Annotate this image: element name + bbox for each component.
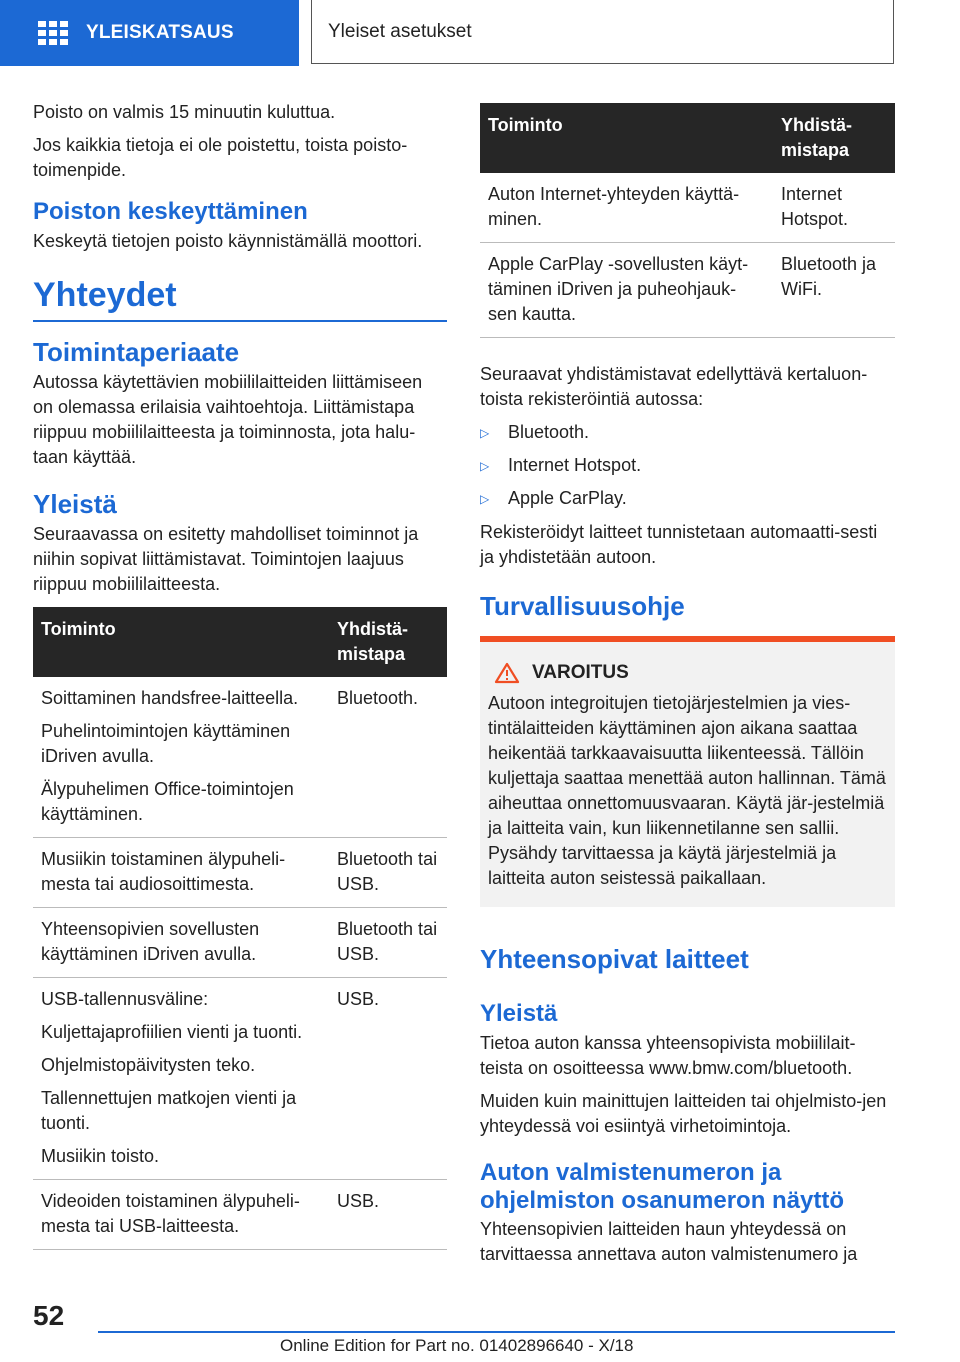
paragraph: Jos kaikkia tietoja ei ole poistettu, toista poisto-toimenpide. <box>33 135 408 180</box>
list-item <box>480 486 895 512</box>
table-header-connection: Yhdistä-mistapa <box>773 103 895 173</box>
function-text: Puhelintoimintojen käyttäminen iDriven avulla. <box>41 721 291 766</box>
breadcrumb-label: Yleiset asetukset <box>328 20 472 42</box>
function-text: Musiikin toisto. <box>41 1146 160 1166</box>
connection-cell: USB. <box>329 1180 447 1250</box>
table-header-connection: Yhdistä-mistapa <box>329 607 447 677</box>
connection-cell: Internet Hotspot. <box>773 173 895 243</box>
table-header-function: Toiminto <box>480 103 773 173</box>
function-cell <box>33 677 329 838</box>
paragraph: Yhteensopivien laitteiden haun yhteydessä on tarvittaessa annettava auton valmistenumero ja <box>480 1219 858 1264</box>
page-header <box>0 0 960 66</box>
paragraph: Rekisteröidyt laitteet tunnistetaan automaatti-sesti ja yhdistetään autoon. <box>480 522 878 567</box>
heading-general: Yleistä <box>33 489 117 519</box>
function-cell <box>33 908 329 978</box>
footer-edition: Online Edition for Part no. 01402896640 - X/18 <box>280 1336 634 1355</box>
function-text: Yhteensopivien sovellusten käyttäminen iDriven avulla. <box>41 919 260 964</box>
table-row <box>33 908 447 978</box>
table-row <box>480 243 895 338</box>
paragraph: Muiden kuin mainittujen laitteiden tai ohjelmisto-jen yhteydessä voi esiintyä virhetoimintoja. <box>480 1091 887 1136</box>
function-cell: Auton Internet-yhteyden käyttä-minen. <box>480 173 773 243</box>
warning-box <box>480 636 895 907</box>
table-row <box>33 1180 447 1250</box>
function-text: Tallennettujen matkojen vienti ja tuonti. <box>41 1088 297 1133</box>
footer-divider <box>98 1331 895 1333</box>
table-row <box>480 173 895 243</box>
function-cell: Apple CarPlay -sovellusten käyt-täminen iDriven ja puheohjauk-sen kautta. <box>480 243 773 338</box>
triangle-bullet-icon: ▷ <box>480 426 490 440</box>
heading-general: Yleistä <box>480 1000 558 1027</box>
paragraph: Autossa käytettävien mobiililaitteiden liittämiseen on olemassa erilaisia vaihtoehtoja. Liittämistapa riippuu mobiililaitteesta ja toiminnosta, jota halu-taan käyttää. <box>33 372 423 467</box>
grid-icon <box>38 21 68 45</box>
functions-table-continued <box>480 103 895 338</box>
list-item-text: Apple CarPlay. <box>508 488 627 508</box>
left-column <box>33 100 447 1250</box>
warning-triangle-icon <box>494 662 520 684</box>
functions-table <box>33 607 447 1250</box>
list-item <box>480 420 895 446</box>
heading-vin-display: Auton valmistenumeron ja ohjelmiston osanumeron näyttö <box>480 1159 845 1214</box>
connection-cell: Bluetooth tai USB. <box>329 908 447 978</box>
paragraph: Seuraavassa on esitetty mahdolliset toiminnot ja niihin sopivat liittämistavat. Toimintojen laajuus riippuu mobiililaitteesta. <box>33 524 419 594</box>
connection-cell: Bluetooth tai USB. <box>329 838 447 908</box>
right-column <box>480 103 895 1275</box>
heading-principle: Toimintaperiaate <box>33 337 240 367</box>
function-cell <box>33 1180 329 1250</box>
connection-cell: USB. <box>329 978 447 1180</box>
function-text: Soittaminen handsfree-laitteella. <box>41 688 299 708</box>
list-item <box>480 453 895 479</box>
table-row <box>33 677 447 838</box>
function-text: Ohjelmistopäivitysten teko. <box>41 1055 256 1075</box>
section-label: YLEISKATSAUS <box>86 22 234 43</box>
function-cell <box>33 978 329 1180</box>
section-tab[interactable] <box>0 0 299 66</box>
function-cell <box>33 838 329 908</box>
connection-methods-list <box>480 420 895 512</box>
page-number: 52 <box>33 1300 65 1331</box>
triangle-bullet-icon: ▷ <box>480 459 490 473</box>
connection-cell: Bluetooth ja WiFi. <box>773 243 895 338</box>
heading-safety: Turvallisuusohje <box>480 591 685 621</box>
heading-compatible-devices: Yhteensopivat laitteet <box>480 944 749 974</box>
paragraph: Tietoa auton kanssa yhteensopivista mobiililait-teista on osoitteessa www.bmw.com/bluetooth. <box>480 1033 856 1078</box>
heading-cancel-deletion: Poiston keskeyttäminen <box>33 198 308 225</box>
function-text: USB-tallennusväline: <box>41 989 209 1009</box>
breadcrumb[interactable] <box>311 0 894 64</box>
paragraph: Poisto on valmis 15 minuutin kuluttua. <box>33 102 336 122</box>
connection-cell: Bluetooth. <box>329 677 447 838</box>
table-header-function: Toiminto <box>33 607 329 677</box>
warning-text: Autoon integroitujen tietojärjestelmien ja vies-tintälaitteiden käyttäminen ajon aikana saattaa heikentää tarkkaavaisuutta liikenteessä. Tällöin kuljettaja saattaa menettää auton hallinnan. Tämä aiheuttaa onnettomuusvaaran. Käytä jär-jestelmiä ja laitteita vain, kun liikennetilanne sen sallii. Pysähdy tarvittaessa ja käytä järjestelmiä ja laitteita auton seistessä paikallaan. <box>488 693 886 888</box>
paragraph: Seuraavat yhdistämistavat edellyttävä kertaluon-toista rekisteröintiä autossa: <box>480 364 868 409</box>
table-row <box>33 838 447 908</box>
function-text: Kuljettajaprofiilien vienti ja tuonti. <box>41 1022 303 1042</box>
list-item-text: Bluetooth. <box>508 422 590 442</box>
list-item-text: Internet Hotspot. <box>508 455 642 475</box>
function-text: Videoiden toistaminen älypuheli-mesta tai USB-laitteesta. <box>41 1191 300 1236</box>
paragraph: Keskeytä tietojen poisto käynnistämällä moottori. <box>33 231 423 251</box>
function-text: Älypuhelimen Office-toimintojen käyttäminen. <box>41 779 294 824</box>
function-text: Musiikin toistaminen älypuheli-mesta tai audiosoittimesta. <box>41 849 286 894</box>
triangle-bullet-icon: ▷ <box>480 492 490 506</box>
table-row <box>33 978 447 1180</box>
heading-connections: Yhteydet <box>33 274 447 322</box>
warning-title: VAROITUS <box>532 662 629 683</box>
